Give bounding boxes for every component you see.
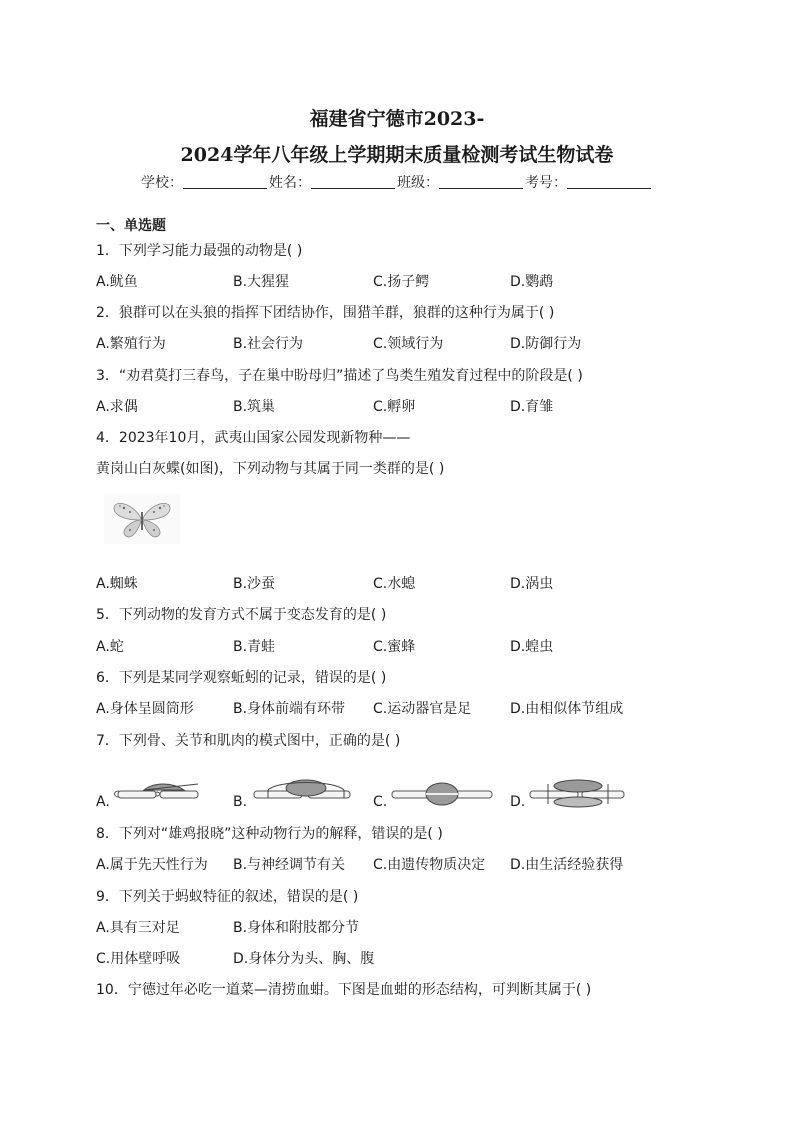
option-c: C.扬子鳄 bbox=[373, 274, 430, 290]
option-d: D. bbox=[510, 794, 526, 810]
option-d: D.防御行为 bbox=[510, 336, 582, 352]
exam-title-line1: 福建省宁德市2023- bbox=[309, 108, 485, 130]
exam-no-label: 考号： bbox=[525, 175, 567, 191]
option-d: D.育雏 bbox=[510, 399, 554, 415]
diagram-d-image bbox=[524, 774, 642, 810]
question-8-stem: 8．下列对“雄鸡报晓”这种动物行为的解释，错误的是( ) bbox=[96, 826, 443, 842]
option-b: B. bbox=[233, 794, 248, 810]
butterfly-image bbox=[104, 494, 180, 544]
option-a: A.鱿鱼 bbox=[96, 274, 138, 290]
option-d: D.涡虫 bbox=[510, 576, 554, 592]
exam-title-line2: 2024学年八年级上学期期末质量检测考试生物试卷 bbox=[180, 144, 614, 166]
option-c: C.蜜蜂 bbox=[373, 639, 416, 655]
class-label: 班级： bbox=[397, 175, 439, 191]
option-a: A.属于先天性行为 bbox=[96, 857, 208, 873]
option-a: A.繁殖行为 bbox=[96, 336, 166, 352]
option-a: A. bbox=[96, 794, 110, 810]
student-info-row bbox=[0, 172, 794, 192]
option-c: C. bbox=[373, 794, 388, 810]
question-6-stem: 6．下列是某同学观察蚯蚓的记录，错误的是( ) bbox=[96, 670, 387, 686]
name-blank bbox=[311, 174, 395, 189]
question-9-stem: 9．下列关于蚂蚁特征的叙述，错误的是( ) bbox=[96, 889, 359, 905]
question-3-stem: 3．“劝君莫打三春鸟，子在巢中盼母归”描述了鸟类生殖发育过程中的阶段是( ) bbox=[96, 368, 583, 384]
option-d: D.鹦鹉 bbox=[510, 274, 554, 290]
question-10-stem: 10．宁德过年必吃一道菜—清捞血蚶。下图是血蚶的形态结构，可判断其属于( ) bbox=[96, 982, 592, 998]
diagram-a-image bbox=[110, 774, 228, 810]
option-a: A.具有三对足 bbox=[96, 920, 180, 936]
option-c: C.水螅 bbox=[373, 576, 416, 592]
name-label: 姓名： bbox=[269, 175, 311, 191]
option-c: C.运动器官是足 bbox=[373, 701, 472, 717]
option-c: C.由遗传物质决定 bbox=[373, 857, 486, 873]
question-7-stem: 7．下列骨、关节和肌肉的模式图中，正确的是( ) bbox=[96, 733, 401, 749]
option-a: A.蜘蛛 bbox=[96, 576, 138, 592]
option-d: D.由相似体节组成 bbox=[510, 701, 624, 717]
option-a: A.求偶 bbox=[96, 399, 138, 415]
option-b: B.身体和附肢都分节 bbox=[233, 920, 360, 936]
option-b: B.社会行为 bbox=[233, 336, 304, 352]
option-a: A.蛇 bbox=[96, 639, 124, 655]
question-5-stem: 5．下列动物的发育方式不属于变态发育的是( ) bbox=[96, 607, 387, 623]
option-b: B.身体前端有环带 bbox=[233, 701, 346, 717]
question-4-stem-cont: 黄岗山白灰蝶(如图)，下列动物与其属于同一类群的是( ) bbox=[96, 461, 445, 477]
option-b: B.青蛙 bbox=[233, 639, 276, 655]
option-b: B.筑巢 bbox=[233, 399, 276, 415]
exam-no-blank bbox=[567, 174, 651, 189]
option-d: D.由生活经验获得 bbox=[510, 857, 624, 873]
option-c: C.用体壁呼吸 bbox=[96, 951, 181, 967]
school-label: 学校： bbox=[141, 175, 183, 191]
option-d: D.身体分为头、胸、腹 bbox=[233, 951, 375, 967]
option-b: B.沙蚕 bbox=[233, 576, 276, 592]
diagram-b-image bbox=[248, 774, 366, 810]
option-a: A.身体呈圆筒形 bbox=[96, 701, 194, 717]
option-c: C.孵卵 bbox=[373, 399, 416, 415]
option-c: C.领域行为 bbox=[373, 336, 444, 352]
question-4-stem: 4．2023年10月，武夷山国家公园发现新物种—— bbox=[96, 430, 411, 446]
question-2-stem: 2．狼群可以在头狼的指挥下团结协作，围猎羊群，狼群的这种行为属于( ) bbox=[96, 305, 555, 321]
section-heading: 一、单选题 bbox=[96, 218, 166, 234]
option-b: B.大猩猩 bbox=[233, 274, 290, 290]
option-b: B.与神经调节有关 bbox=[233, 857, 346, 873]
option-d: D.蝗虫 bbox=[510, 639, 554, 655]
class-blank bbox=[439, 174, 523, 189]
question-1-stem: 1．下列学习能力最强的动物是( ) bbox=[96, 243, 303, 259]
diagram-c-image bbox=[386, 774, 504, 810]
school-blank bbox=[183, 174, 267, 189]
